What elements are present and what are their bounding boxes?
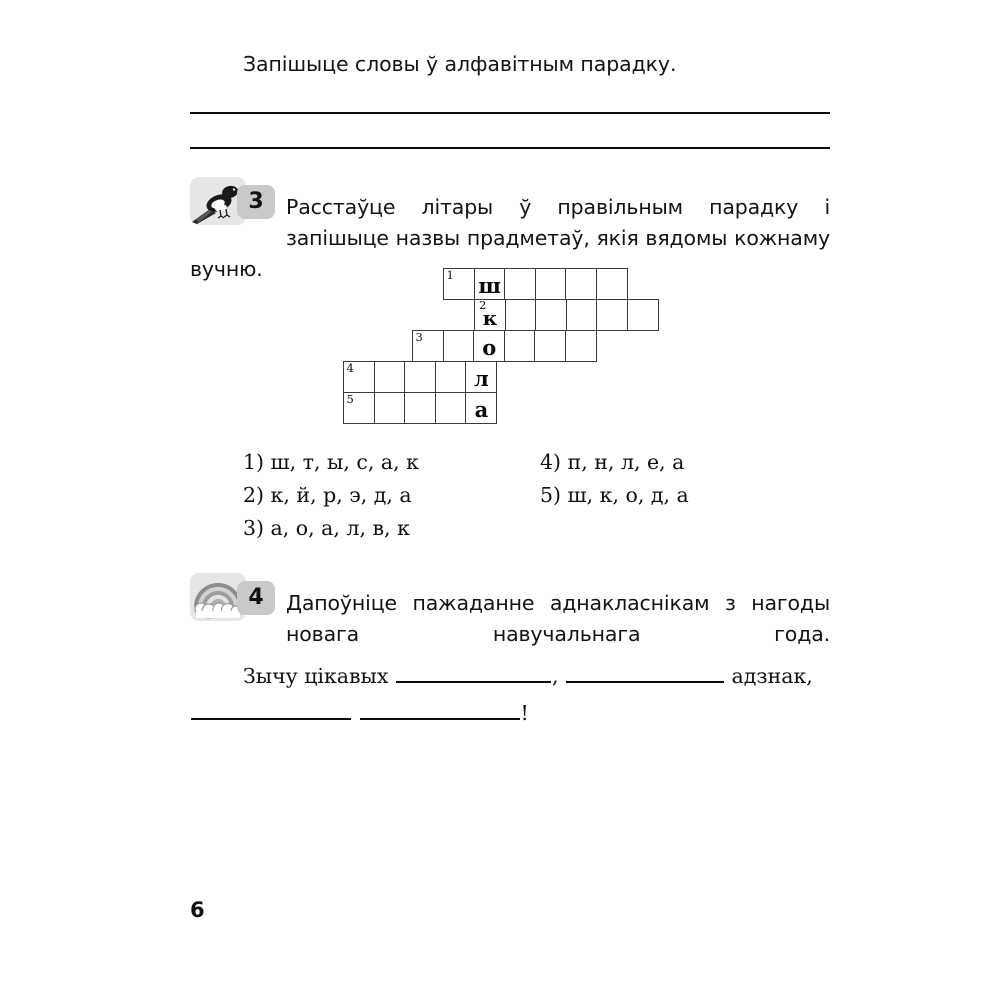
task-3-text: Расстаўце літары ў правільным парадку і запішыце назвы прадметаў, якія вядомы кожнаму вучню. xyxy=(190,195,830,281)
crossword-cell[interactable] xyxy=(435,392,467,424)
fill-in-blank-2[interactable] xyxy=(566,662,724,683)
answer-rule-line-1 xyxy=(190,112,830,114)
word-list-right-column xyxy=(540,446,689,512)
fill-in-lead-text: Зычу цікавых xyxy=(243,664,389,688)
task-4-number: 4 xyxy=(237,581,275,615)
crossword-cell-letter: л xyxy=(474,366,489,391)
fill-in-trailing-text: адзнак, xyxy=(731,664,813,688)
crossword-row-5[interactable] xyxy=(343,392,497,424)
crossword-cell[interactable] xyxy=(343,361,375,393)
word-list-item: 2) к, й, р, э, д, а xyxy=(243,483,412,507)
scrambled-word-lists xyxy=(243,446,803,556)
crossword-row-3[interactable] xyxy=(412,330,597,362)
crossword-cell[interactable] xyxy=(465,392,497,424)
crossword-cell-number: 3 xyxy=(415,330,423,344)
crossword-cell[interactable] xyxy=(443,330,475,362)
crossword-cell[interactable] xyxy=(596,299,628,331)
crossword-grid[interactable] xyxy=(343,268,683,433)
crossword-cell[interactable] xyxy=(566,299,598,331)
crossword-cell[interactable] xyxy=(374,361,406,393)
word-list-item: 1) ш, т, ы, с, а, к xyxy=(243,450,419,474)
crossword-cell-letter: к xyxy=(482,306,498,330)
fill-in-comma-1: , xyxy=(551,664,559,688)
crossword-cell[interactable] xyxy=(473,330,505,362)
fill-in-blank-4[interactable] xyxy=(360,699,520,720)
crossword-cell[interactable] xyxy=(465,361,497,393)
crossword-cell[interactable] xyxy=(627,299,659,331)
crossword-cell[interactable] xyxy=(435,361,467,393)
crossword-cell[interactable] xyxy=(534,330,566,362)
crossword-cell-number: 5 xyxy=(346,392,354,406)
crossword-cell[interactable] xyxy=(374,392,406,424)
task-4-text: Дапоўніце пажаданне аднакласнікам з нагоды новага навучальнага года. xyxy=(286,591,830,646)
crossword-cell-letter: а xyxy=(474,397,489,422)
crossword-cell[interactable] xyxy=(343,392,375,424)
answer-rule-line-2 xyxy=(190,147,830,149)
crossword-cell-letter: о xyxy=(482,335,497,360)
crossword-cell[interactable] xyxy=(404,392,436,424)
crossword-cell[interactable] xyxy=(474,268,506,300)
task-3-badge xyxy=(190,189,282,226)
word-list-item: 5) ш, к, о, д, а xyxy=(540,483,689,507)
crossword-cell[interactable] xyxy=(565,330,597,362)
crossword-cell[interactable] xyxy=(504,330,536,362)
task-4-badge xyxy=(190,585,282,622)
crossword-cell-number: 1 xyxy=(446,268,454,282)
crossword-row-2[interactable] xyxy=(474,299,659,331)
crossword-row-1[interactable] xyxy=(443,268,628,300)
crossword-cell-number: 4 xyxy=(346,361,354,375)
crossword-cell[interactable] xyxy=(505,299,537,331)
task-3-number: 3 xyxy=(237,185,275,219)
fill-in-blank-1[interactable] xyxy=(396,662,551,683)
fill-in-blank-3[interactable] xyxy=(191,699,351,720)
fill-in-line-1 xyxy=(190,662,840,699)
top-instruction-text: Запішыце словы ў алфавітным парадку. xyxy=(243,52,677,76)
wish-fill-in-sentence xyxy=(190,662,840,736)
crossword-cell[interactable] xyxy=(412,330,444,362)
crossword-cell-number: 2 xyxy=(479,298,487,312)
crossword-cell[interactable] xyxy=(443,268,475,300)
crossword-cell[interactable] xyxy=(404,361,436,393)
crossword-cell[interactable] xyxy=(535,299,567,331)
page-number: 6 xyxy=(190,898,205,922)
word-list-item: 3) а, о, а, л, в, к xyxy=(243,516,410,540)
fill-in-line-2 xyxy=(190,699,840,736)
word-list-left-column xyxy=(243,446,419,545)
crossword-row-4[interactable] xyxy=(343,361,497,393)
crossword-cell[interactable] xyxy=(504,268,536,300)
crossword-cell[interactable] xyxy=(596,268,628,300)
crossword-cell[interactable] xyxy=(535,268,567,300)
fill-in-exclamation: ! xyxy=(520,701,529,725)
crossword-cell-letter: ш xyxy=(478,273,501,298)
crossword-cell[interactable] xyxy=(474,299,506,331)
crossword-cell[interactable] xyxy=(565,268,597,300)
word-list-item: 4) п, н, л, е, а xyxy=(540,450,685,474)
